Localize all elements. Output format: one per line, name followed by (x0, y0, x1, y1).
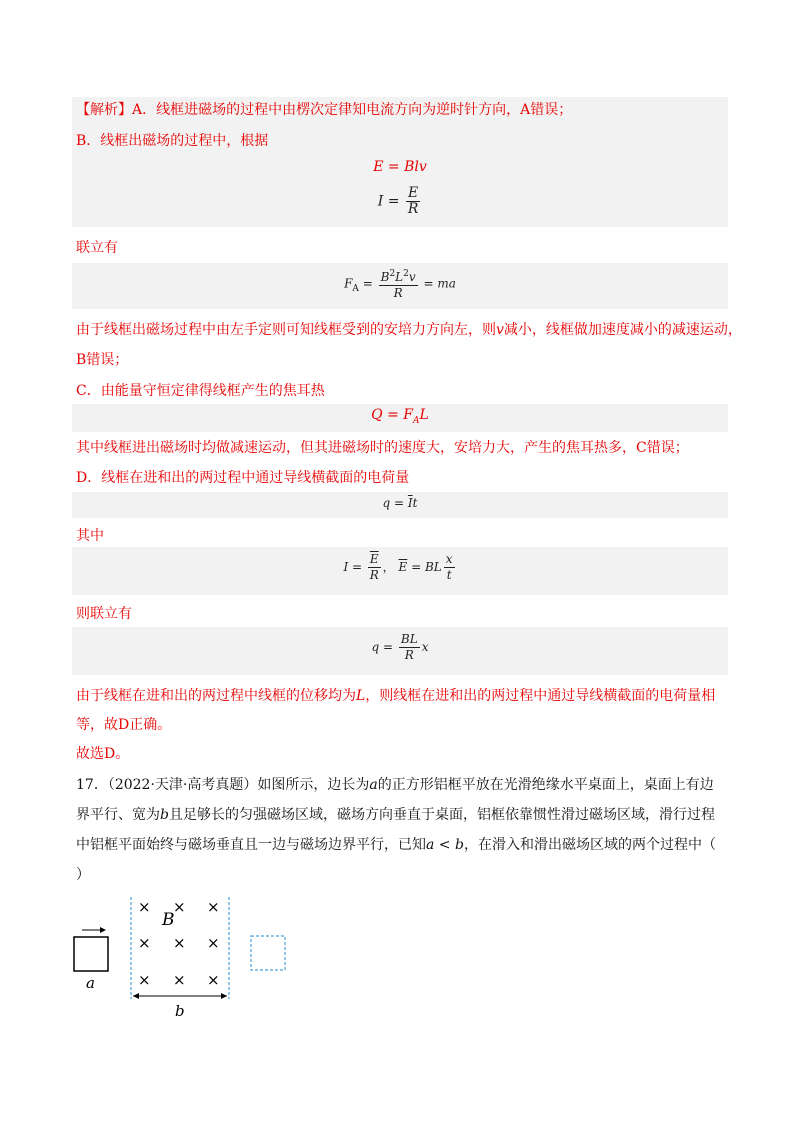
field-cross: × (207, 934, 220, 952)
analysis-line-d2: 由于线框在进和出的两过程中线框的位移均为L，则线框在进和出的两过程中通过导线横截面的电荷量相 (76, 688, 716, 704)
field-crosses (138, 898, 220, 989)
analysis-line-c: C．由能量守恒定律得线框产生的焦耳热 (76, 383, 325, 399)
magnetic-field-figure (70, 895, 300, 1025)
analysis-line-c3: 其中线框进出磁场时均做减速运动，但其进磁场时的速度大，安培力大，产生的焦耳热多，C错误； (76, 440, 689, 456)
analysis-line-d: D．线框在进和出的两过程中通过导线横截面的电荷量 (76, 470, 410, 486)
formula-joule-heat: $Q = F_AL$ (371, 407, 429, 426)
field-cross: × (138, 971, 151, 989)
arrow-head (133, 993, 139, 999)
formula-ampere-force: $F_A$ = $\frac{B^2L^2v}{R}$ = ma (344, 269, 456, 300)
text-qizhong: 其中 (76, 528, 104, 544)
field-cross: × (173, 971, 186, 989)
arrow-head (100, 927, 106, 933)
formula-charge-result: q = $\frac{BL}{R}$ x (371, 632, 429, 662)
arrow-head (221, 993, 227, 999)
formula-emf: E = Blv (373, 159, 427, 175)
analysis-answer: 故选D。 (76, 746, 130, 762)
formula-current: I = $\frac{E}{R}$ (377, 185, 419, 217)
field-cross: × (173, 898, 186, 916)
question-17: 17．（2022·天津·高考真题）如图所示，边长为a的正方形铝框平放在光滑绝缘水平桌面上，桌面上有边 界平行、宽为b且足够长的匀强磁场区域，磁场方向垂直于桌面，铝框依靠惯性滑过磁场区域，滑行过程 中铝框平面始终与磁场垂直且一边与磁场边界平行，已知a < b，在滑入和滑出磁场区域的两个过程中（ ） (76, 777, 716, 883)
square-frame (74, 937, 108, 971)
text-lianli: 联立有 (76, 240, 118, 256)
analysis-line-b: B．线框出磁场的过程中，根据 (76, 133, 269, 149)
formula-charge: $q = \overline{I}t$ (382, 496, 418, 510)
formula-average: I = $\frac{\overline{E}}{R}$ ， $\overline{E}$ = BL $\frac{x}{t}$ (343, 552, 453, 582)
field-cross: × (173, 934, 186, 952)
analysis-line-c1: 由于线框出磁场过程中由左手定则可知线框受到的安培力方向左，则v减小，线框做加速度减小的减速运动， (76, 322, 742, 338)
field-cross: × (207, 971, 220, 989)
label-a: a (86, 974, 95, 992)
field-cross: × (138, 934, 151, 952)
field-cross: × (138, 898, 151, 916)
text-zelianli: 则联立有 (76, 606, 132, 622)
label-b: b (175, 1002, 185, 1020)
analysis-line-d3: 等，故D正确。 (76, 717, 172, 733)
frame-exit-position (251, 936, 285, 970)
field-cross: × (207, 898, 220, 916)
label-b-field: B (162, 910, 175, 930)
analysis-line-c2: B错误； (76, 352, 129, 368)
analysis-line-a: 【解析】A．线框进磁场的过程中由楞次定律知电流方向为逆时针方向，A错误； (76, 102, 573, 118)
